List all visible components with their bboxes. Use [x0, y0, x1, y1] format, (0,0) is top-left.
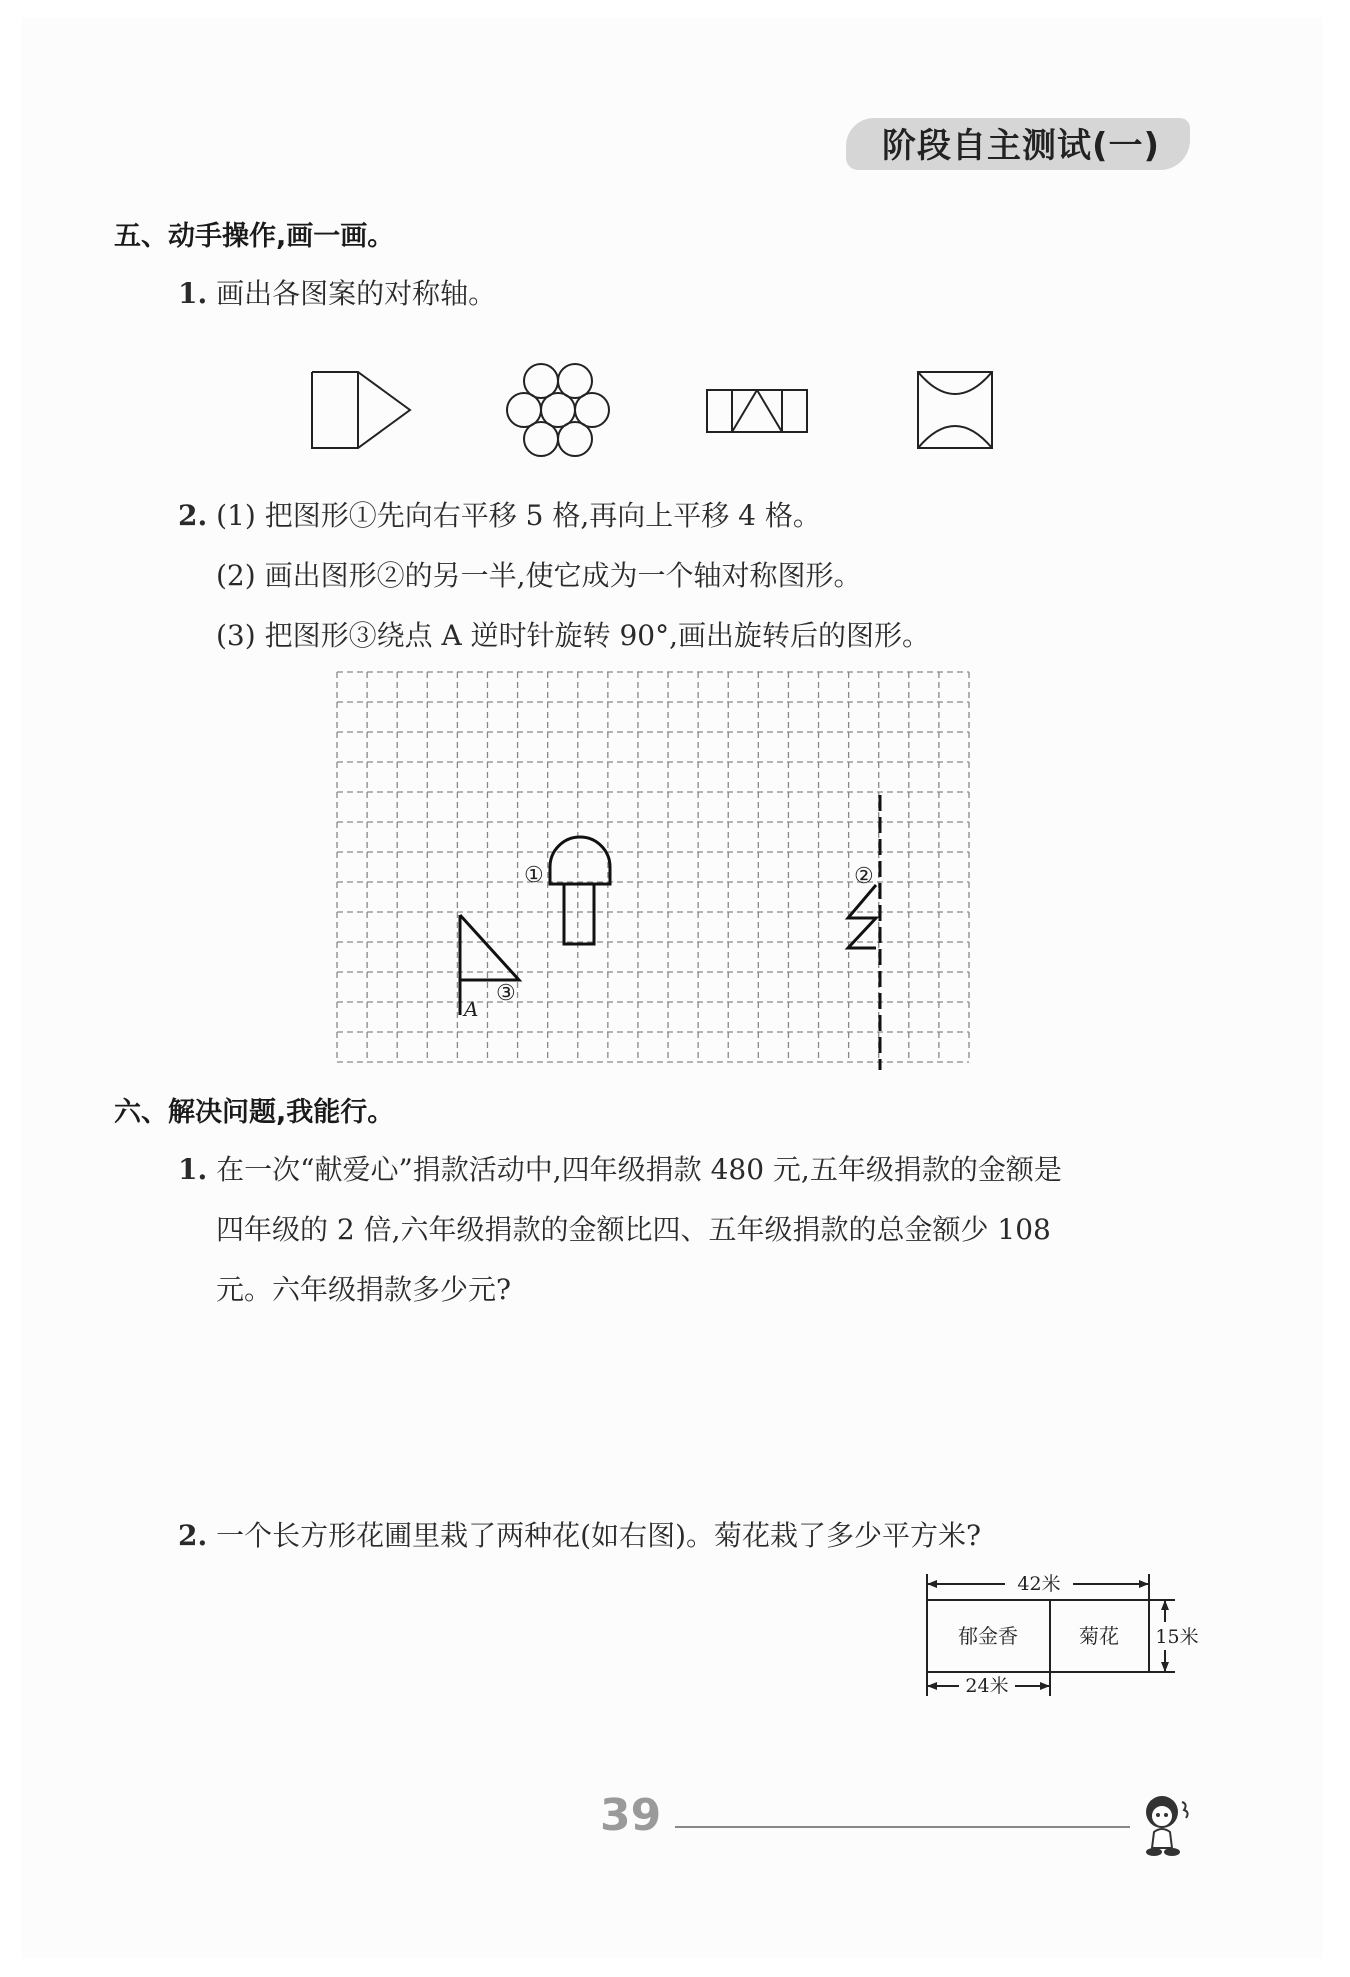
- question-text: 画出各图案的对称轴。: [216, 277, 497, 310]
- flower-bed-diagram: [915, 1568, 1205, 1716]
- question-6-1-line2: 四年级的 2 倍,六年级捐款的金额比四、五年级捐款的总金额少 108: [216, 1213, 1051, 1246]
- square-arcs-shape: [918, 372, 992, 448]
- question-6-1-line1: [178, 1148, 1062, 1188]
- flower-circles-shape: [507, 364, 609, 456]
- height-label: 15米: [1155, 1626, 1199, 1648]
- page-header-title: 阶段自主测试(一): [881, 125, 1161, 166]
- shape-one: [550, 837, 610, 944]
- tulip-label: 郁金香: [958, 1624, 1018, 1648]
- shape-two: [848, 885, 876, 948]
- question-5-2-line2: (2) 画出图形②的另一半,使它成为一个轴对称图形。: [216, 559, 862, 592]
- label-one: ①: [524, 863, 544, 888]
- question-text: (1) 把图形①先向右平移 5 格,再向上平移 4 格。: [216, 499, 821, 532]
- question-5-2-line3: (3) 把图形③绕点 A 逆时针旋转 90°,画出旋转后的图形。: [216, 619, 931, 652]
- question-number: 1.: [178, 277, 208, 310]
- label-three: ③: [496, 981, 516, 1006]
- section-six-title: 六、解决问题,我能行。: [114, 1097, 395, 1128]
- question-6-1-line3: 元。六年级捐款多少元?: [216, 1273, 512, 1306]
- question-number: 2.: [178, 499, 208, 532]
- label-point-a: A: [464, 997, 479, 1021]
- section-five-title: 五、动手操作,画一画。: [114, 221, 395, 252]
- dashed-grid: [336, 670, 970, 1070]
- cartoon-mascot-icon: [1132, 1790, 1202, 1860]
- question-number: 2.: [178, 1519, 208, 1552]
- question-6-2: [178, 1514, 981, 1554]
- question-5-2-line1: [178, 494, 821, 534]
- label-two: ②: [854, 864, 874, 889]
- page-number: 39: [600, 1790, 662, 1841]
- question-5-1: [178, 272, 496, 312]
- rectangle-triangle-shape: [707, 390, 807, 432]
- question-text: 在一次“献爱心”捐款活动中,四年级捐款 480 元,五年级捐款的金额是: [216, 1153, 1062, 1186]
- total-width-label: 42米: [1017, 1573, 1061, 1595]
- grid-lines: [337, 672, 969, 1062]
- symmetry-shapes: [300, 360, 1020, 460]
- footer-rule: [675, 1826, 1130, 1828]
- question-text: 一个长方形花圃里栽了两种花(如右图)。菊花栽了多少平方米?: [216, 1519, 982, 1552]
- question-number: 1.: [178, 1153, 208, 1186]
- pentagon-arrow-shape: [312, 372, 410, 448]
- left-width-label: 24米: [965, 1675, 1009, 1697]
- chrysanthemum-label: 菊花: [1079, 1624, 1119, 1648]
